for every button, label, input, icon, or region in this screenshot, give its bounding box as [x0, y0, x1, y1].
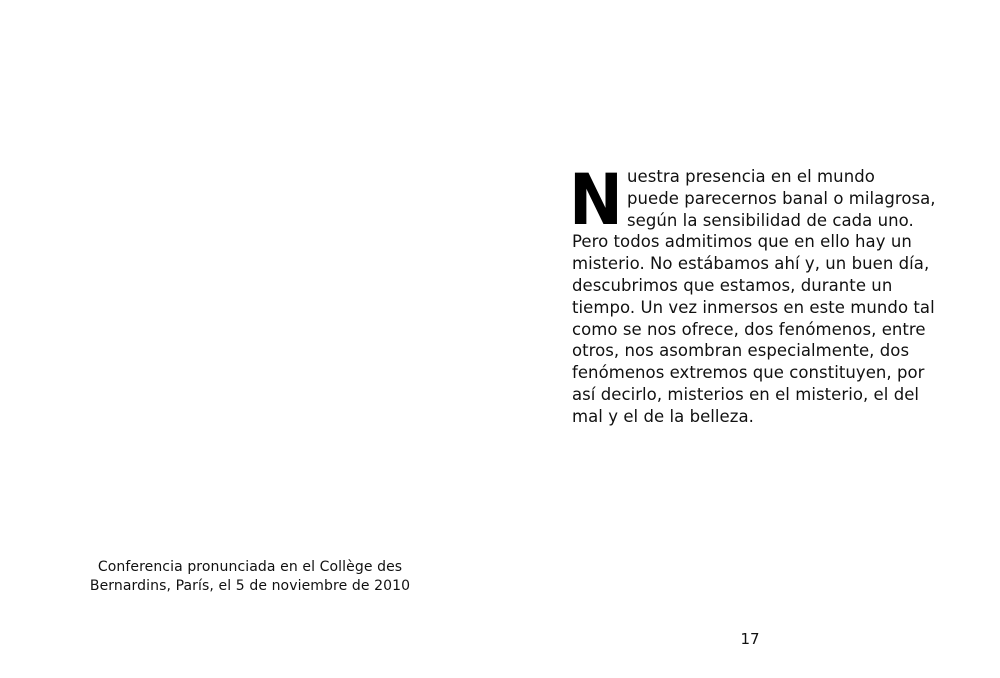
text-line-5: misterio. No estábamos ahí y, un buen día,	[572, 254, 930, 274]
body-paragraph	[569, 159, 936, 428]
footnote-line-1: Conferencia pronunciada en el Collège des	[97, 559, 403, 575]
text-line-6: descubrimos que estamos, durante un	[572, 275, 893, 295]
text-line-8: como se nos ofrece, dos fenómenos, entre	[572, 319, 926, 339]
text-line-7: tiempo. Un vez inmersos en este mundo tal	[572, 297, 935, 317]
right-page	[500, 0, 1000, 678]
text-line-11: así decirlo, misterios en el misterio, el del	[572, 384, 920, 404]
text-line-12: mal y el de la belleza.	[572, 406, 754, 426]
text-line-2: puede parecernos banal o milagrosa,	[627, 188, 936, 208]
lecture-footnote	[80, 558, 420, 596]
text-line-10: fenómenos extremos que constituyen, por	[572, 363, 925, 383]
text-line-1: uestra presencia en el mundo	[627, 167, 875, 186]
text-line-3: según la sensibilidad de cada uno.	[627, 210, 914, 230]
page-number: 17	[740, 630, 760, 648]
text-line-4: Pero todos admitimos que en ello hay un	[572, 232, 912, 252]
text-line-9: otros, nos asombran especialmente, dos	[572, 341, 910, 361]
drop-cap: N	[569, 159, 622, 241]
footnote-line-2: Bernardins, París, el 5 de noviembre de 2010	[89, 578, 411, 594]
